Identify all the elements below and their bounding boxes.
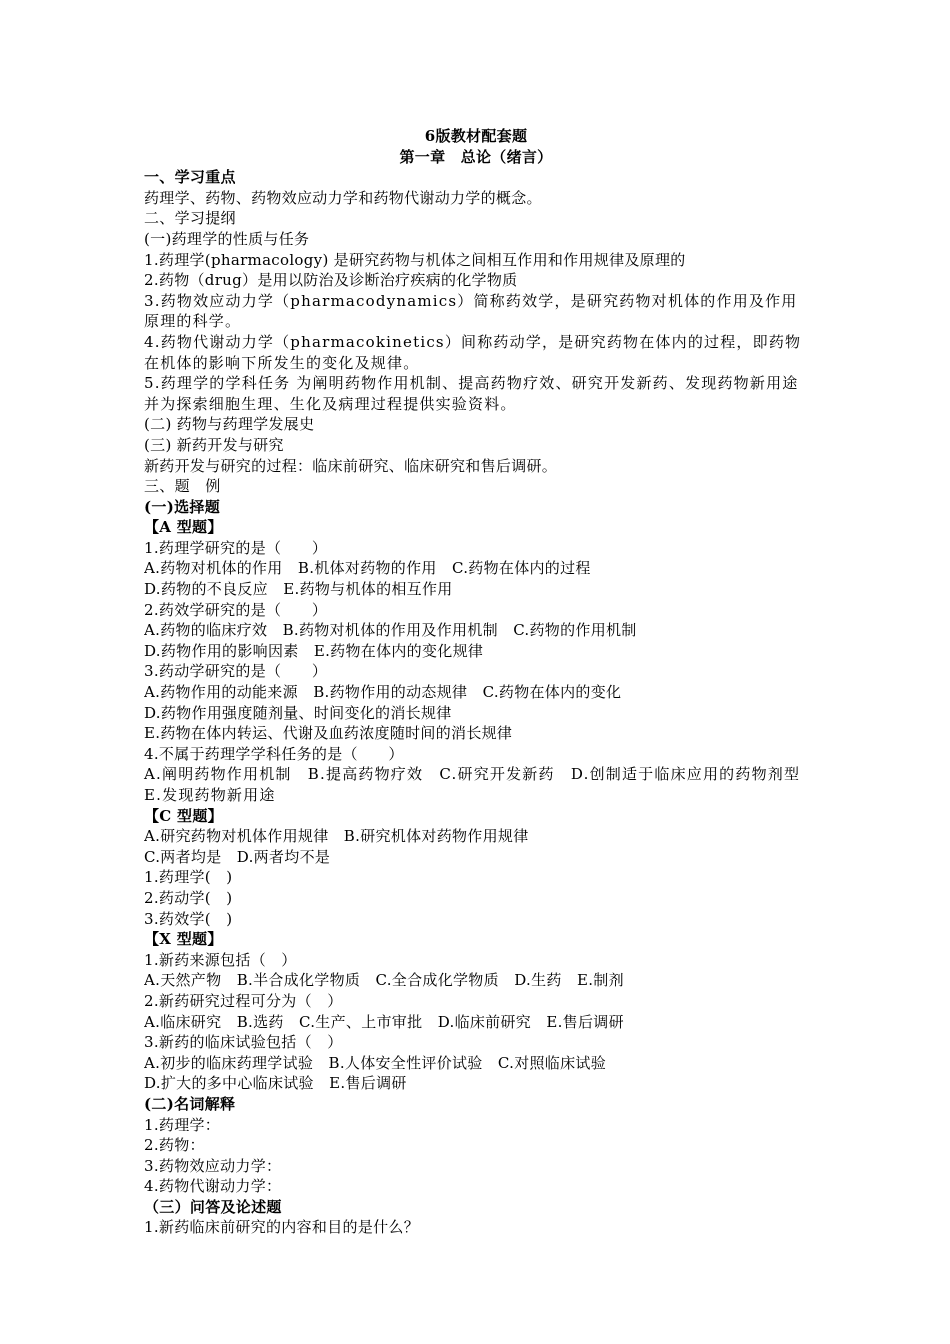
definition-2: 2.药物（drug）是用以防治及诊断治疗疾病的化学物质 (144, 271, 518, 290)
c-options-2: C.两者均是 D.两者均不是 (144, 847, 331, 866)
outline-subheading-3-text: 新药开发与研究的过程：临床前研究、临床研究和售后调研。 (144, 456, 558, 475)
definition-4: 4.药物代谢动力学（pharmacokinetics）间称药动学，是研究药物在体内的过程，即药物在机体的影响下所发生的变化及规律。 (144, 332, 802, 372)
a-question-1: 1.药理学研究的是（ ） (144, 538, 328, 557)
a-question-2-options-1: A.药物的临床疗效 B.药物对机体的作用及作用机制 C.药物的作用机制 (144, 621, 637, 640)
doc-title: 6版教材配套题 (424, 127, 528, 145)
a-question-2: 2.药效学研究的是（ ） (144, 600, 328, 619)
definition-1: 1.药理学(pharmacology) 是研究药物与机体之间相互作用和作用规律及原理的 (144, 250, 686, 269)
section-heading-outline: 二、学习提纲 (144, 209, 236, 228)
c-type-heading: 【C 型题】 (144, 806, 223, 825)
a-question-3-options-1: A.药物作用的动能来源 B.药物作用的动态规律 C.药物在体内的变化 (144, 683, 622, 702)
definition-3: 3.药物效应动力学（pharmacodynamics）简称药效学，是研究药物对机体的作用及作用原理的科学。 (144, 291, 798, 331)
a-question-3-options-2: D.药物作用强度随剂量、时间变化的消长规律 (144, 703, 452, 722)
section-heading-examples: 三、题 例 (144, 477, 221, 496)
document-body (144, 126, 808, 1238)
c-question-2: 2.药动学( ) (144, 888, 233, 907)
x-question-3: 3.新药的临床试验包括（ ） (144, 1033, 343, 1052)
a-question-4: 4.不属于药理学学科任务的是（ ） (144, 744, 404, 763)
x-question-2: 2.新药研究过程可分为（ ） (144, 991, 343, 1010)
term-1: 1.药理学： (144, 1115, 221, 1134)
term-3: 3.药物效应动力学： (144, 1156, 282, 1175)
x-question-2-options: A.临床研究 B.选药 C.生产、上市审批 D.临床前研究 E.售后调研 (144, 1012, 624, 1031)
a-type-heading: 【A 型题】 (144, 518, 223, 537)
section-heading-focus: 一、学习重点 (144, 168, 236, 187)
essay-question-1: 1.新药临床前研究的内容和目的是什么？ (144, 1218, 420, 1237)
focus-text: 药理学、药物、药物效应动力学和药物代谢动力学的概念。 (144, 188, 542, 207)
a-question-3-options-3: E.药物在体内转运、代谢及血药浓度随时间的消长规律 (144, 724, 513, 743)
a-question-2-options-2: D.药物作用的影响因素 E.药物在体内的变化规律 (144, 641, 484, 660)
outline-subheading-2: (二) 药物与药理学发展史 (144, 415, 315, 434)
a-question-3: 3.药动学研究的是（ ） (144, 662, 328, 681)
x-question-1: 1.新药来源包括（ ） (144, 950, 297, 969)
question-section-essay: （三）问答及论述题 (144, 1197, 282, 1216)
question-section-terms: (二)名词解释 (144, 1094, 236, 1113)
question-section-choice: (一)选择题 (144, 497, 220, 516)
a-question-1-options-1: A.药物对机体的作用 B.机体对药物的作用 C.药物在体内的过程 (144, 559, 591, 578)
x-question-3-options-2: D.扩大的多中心临床试验 E.售后调研 (144, 1074, 407, 1093)
a-question-4-options: A.阐明药物作用机制 B.提高药物疗效 C.研究开发新药 D.创制适于临床应用的药物剂型 E.发现药物新用途 (144, 765, 801, 804)
a-question-1-options-2: D.药物的不良反应 E.药物与机体的相互作用 (144, 580, 453, 599)
x-type-heading: 【X 型题】 (144, 930, 223, 949)
x-question-1-options: A.天然产物 B.半合成化学物质 C.全合成化学物质 D.生药 E.制剂 (144, 971, 624, 990)
c-question-1: 1.药理学( ) (144, 868, 233, 887)
term-4: 4.药物代谢动力学： (144, 1177, 282, 1196)
definition-5: 5.药理学的学科任务 为阐明药物作用机制、提高药物疗效、研究开发新药、发现药物新用途并为探索细胞生理、生化及病理过程提供实验资料。 (144, 374, 799, 413)
c-question-3: 3.药效学( ) (144, 909, 233, 928)
term-2: 2.药物： (144, 1136, 205, 1155)
c-options-1: A.研究药物对机体作用规律 B.研究机体对药物作用规律 (144, 827, 529, 846)
outline-subheading-1: (一)药理学的性质与任务 (144, 229, 310, 248)
chapter-title: 第一章 总论（绪言） (399, 147, 553, 166)
x-question-3-options-1: A.初步的临床药理学试验 B.人体安全性评价试验 C.对照临床试验 (144, 1053, 607, 1072)
outline-subheading-3: (三) 新药开发与研究 (144, 435, 284, 454)
